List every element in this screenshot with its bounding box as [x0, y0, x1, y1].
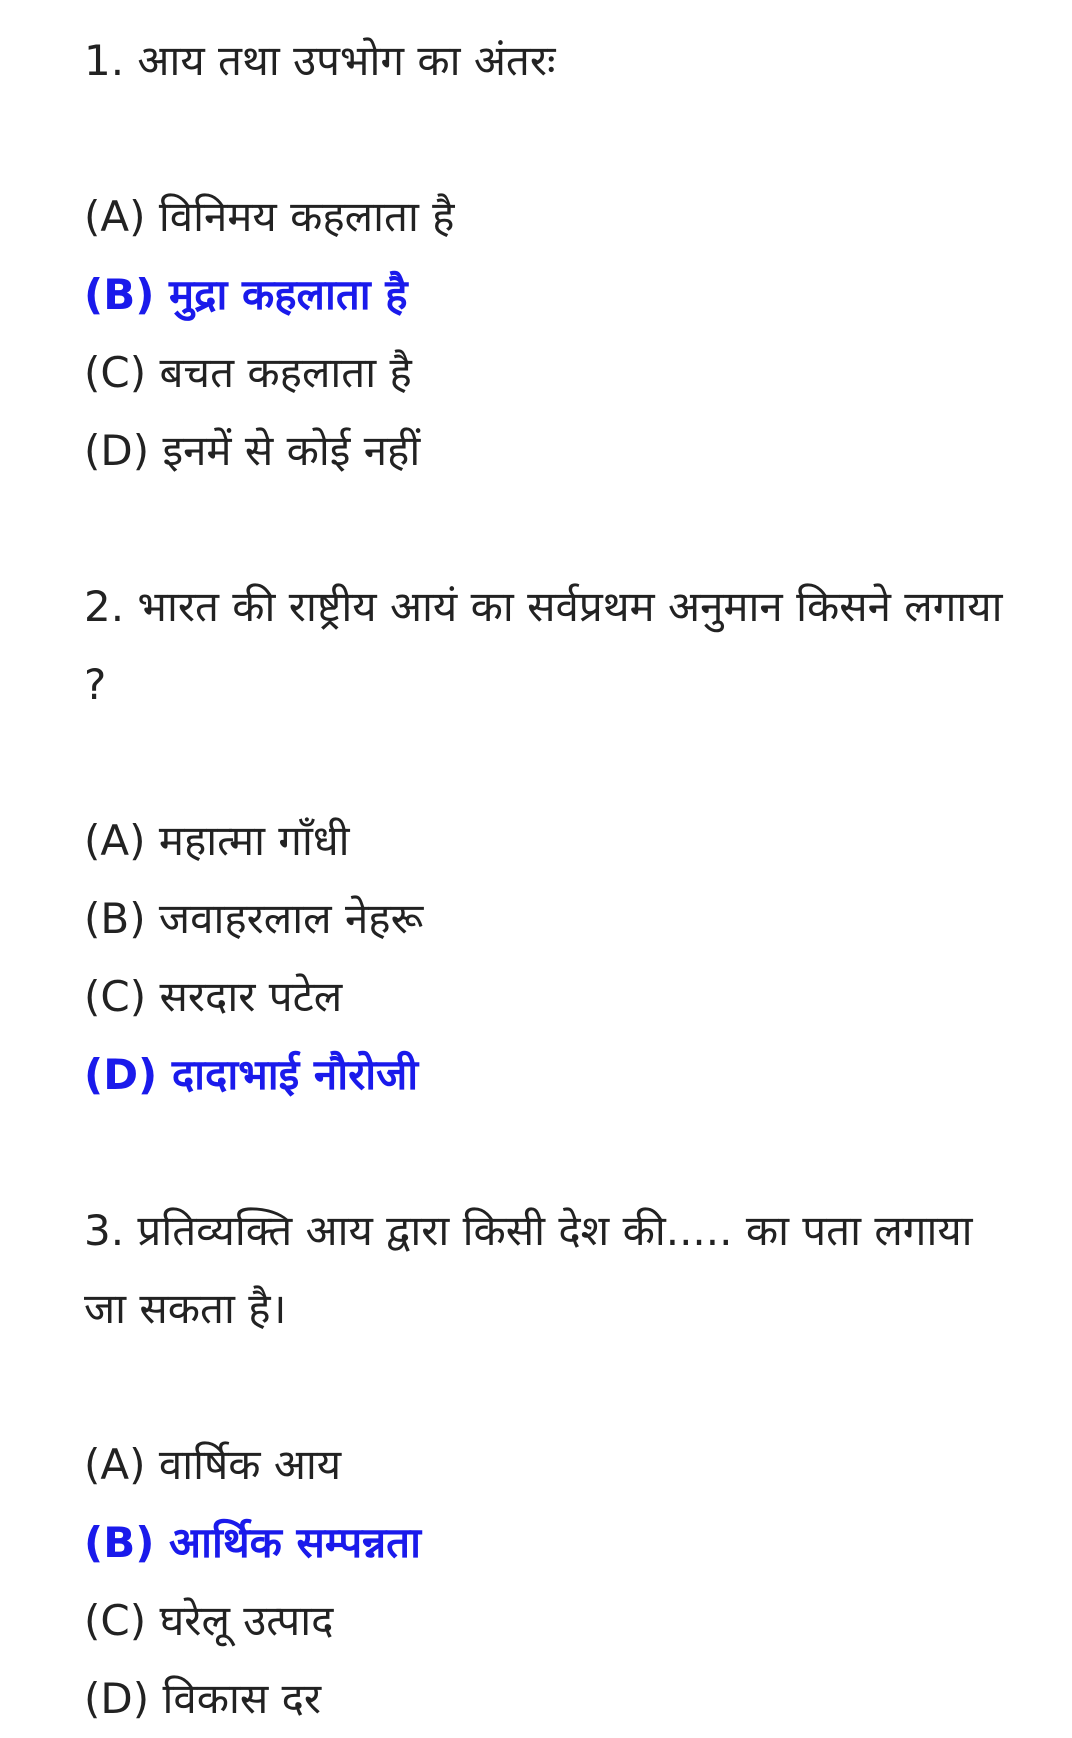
- question-block-1: [84, 22, 1004, 490]
- spacer: [84, 724, 1004, 802]
- question-block-2: [84, 568, 1004, 1114]
- answer-option-c: (C) बचत कहलाता है: [84, 348, 412, 397]
- question-text: 3. प्रतिव्यक्ति आय द्वारा किसी देश की..... का पता लगाया जा सकता है।: [84, 1206, 973, 1333]
- answer-option-a: (A) वार्षिक आय: [84, 1440, 342, 1489]
- answer-option-c: (C) सरदार पटेल: [84, 972, 343, 1021]
- answer-option-b: (B) जवाहरलाल नेहरू: [84, 894, 424, 943]
- answer-option-d-correct: (D) दादाभाई नौरोजी: [84, 1050, 419, 1099]
- spacer: [84, 490, 1004, 568]
- quiz-content: [84, 22, 1004, 1738]
- spacer: [84, 100, 1004, 178]
- question-text: 2. भारत की राष्ट्रीय आयं का सर्वप्रथम अनुमान किसने लगाया ?: [84, 582, 1003, 709]
- question-text: 1. आय तथा उपभोग का अंतरः: [84, 36, 556, 85]
- answer-option-b-correct: (B) मुद्रा कहलाता है: [84, 270, 408, 319]
- answer-option-a: (A) विनिमय कहलाता है: [84, 192, 455, 241]
- answer-option-c: (C) घरेलू उत्पाद: [84, 1596, 334, 1645]
- answer-option-d: (D) इनमें से कोई नहीं: [84, 426, 421, 475]
- question-block-3: [84, 1192, 1004, 1738]
- spacer: [84, 1348, 1004, 1426]
- answer-option-d: (D) विकास दर: [84, 1674, 322, 1723]
- answer-option-a: (A) महात्मा गाँधी: [84, 816, 350, 865]
- answer-option-b-correct: (B) आर्थिक सम्पन्नता: [84, 1518, 421, 1567]
- spacer: [84, 1114, 1004, 1192]
